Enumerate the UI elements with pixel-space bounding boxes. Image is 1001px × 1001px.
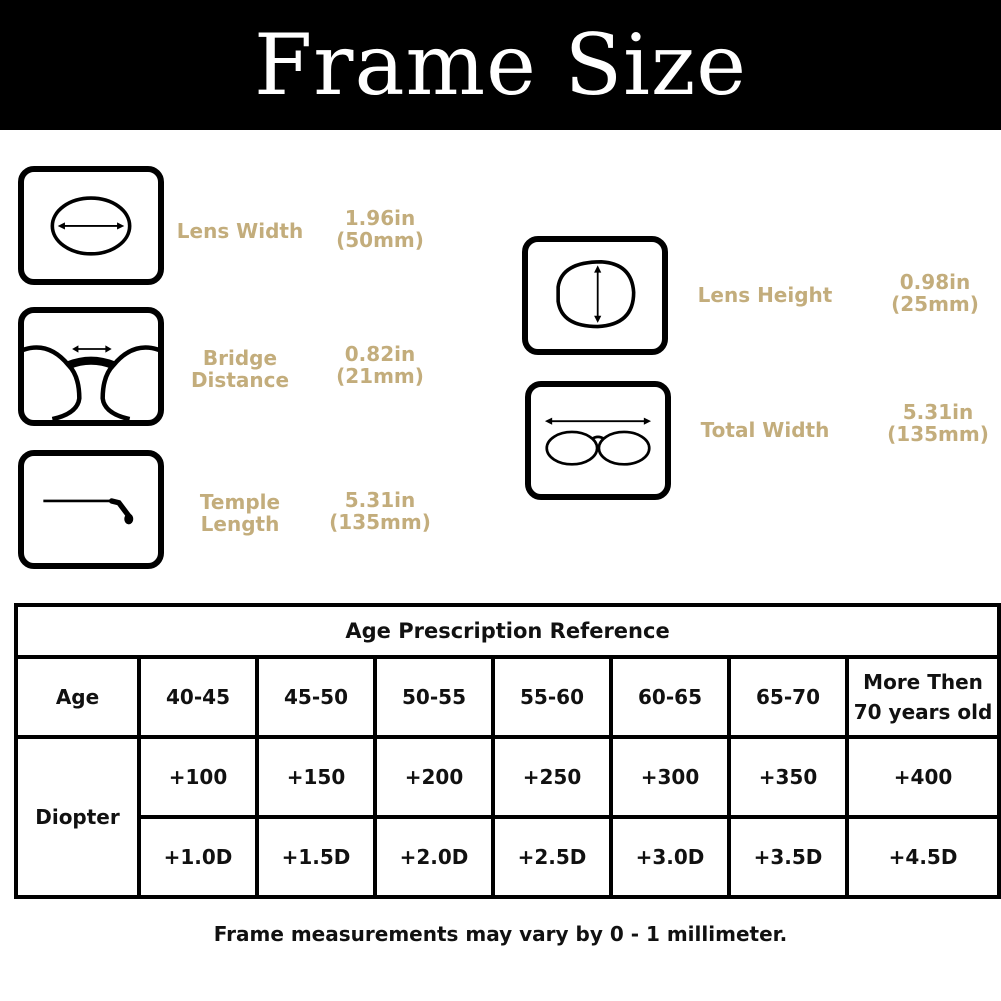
age-cell: 65-70 <box>729 657 847 737</box>
lens-width-icon <box>18 166 164 285</box>
diopter-d-cell: +1.0D <box>139 817 257 897</box>
lens-height-value: 0.98in (25mm) <box>891 270 979 316</box>
total-width-icon <box>525 381 671 500</box>
table-title: Age Prescription Reference <box>16 605 999 657</box>
diopter-cell: +350 <box>729 737 847 817</box>
age-last-line: 70 years old <box>853 700 993 724</box>
diopter-cell: +200 <box>375 737 493 817</box>
lens-height-icon <box>522 236 668 355</box>
diopter-header: Diopter <box>16 737 139 897</box>
age-prescription-table <box>14 603 997 892</box>
diopter-cell: +300 <box>611 737 729 817</box>
diopter-d-cell: +2.5D <box>493 817 611 897</box>
age-cell: 40-45 <box>139 657 257 737</box>
diopter-cell: +150 <box>257 737 375 817</box>
diopter-d-cell: +3.5D <box>729 817 847 897</box>
total-width-label: Total Width <box>700 418 830 442</box>
diopter-cell: +400 <box>847 737 999 817</box>
age-cell: 55-60 <box>493 657 611 737</box>
diopter-d-cell: +1.5D <box>257 817 375 897</box>
age-cell: 45-50 <box>257 657 375 737</box>
bridge-distance-label: Bridge Distance <box>190 346 290 392</box>
lens-height-label: Lens Height <box>697 283 833 307</box>
age-cell: 50-55 <box>375 657 493 737</box>
footnote: Frame measurements may vary by 0 - 1 millimeter. <box>213 922 788 946</box>
lens-width-label: Lens Width <box>176 219 304 243</box>
temple-length-value: 5.31in (135mm) <box>329 488 431 534</box>
total-width-value: 5.31in (135mm) <box>887 400 989 446</box>
age-last-line: More Then <box>863 670 983 694</box>
diopter-d-cell: +4.5D <box>847 817 999 897</box>
temple-length-label: Temple Length <box>199 490 281 536</box>
lens-width-value: 1.96in (50mm) <box>336 206 424 252</box>
diopter-cell: +100 <box>139 737 257 817</box>
age-cell: 60-65 <box>611 657 729 737</box>
bridge-distance-value: 0.82in (21mm) <box>336 342 424 388</box>
temple-length-icon <box>18 450 164 569</box>
page-title: Frame Size <box>254 16 747 114</box>
bridge-distance-icon <box>18 307 164 426</box>
age-header: Age <box>16 657 139 737</box>
header-banner <box>0 0 1001 130</box>
diopter-d-cell: +3.0D <box>611 817 729 897</box>
diopter-d-cell: +2.0D <box>375 817 493 897</box>
age-cell-last <box>847 657 999 737</box>
diopter-cell: +250 <box>493 737 611 817</box>
